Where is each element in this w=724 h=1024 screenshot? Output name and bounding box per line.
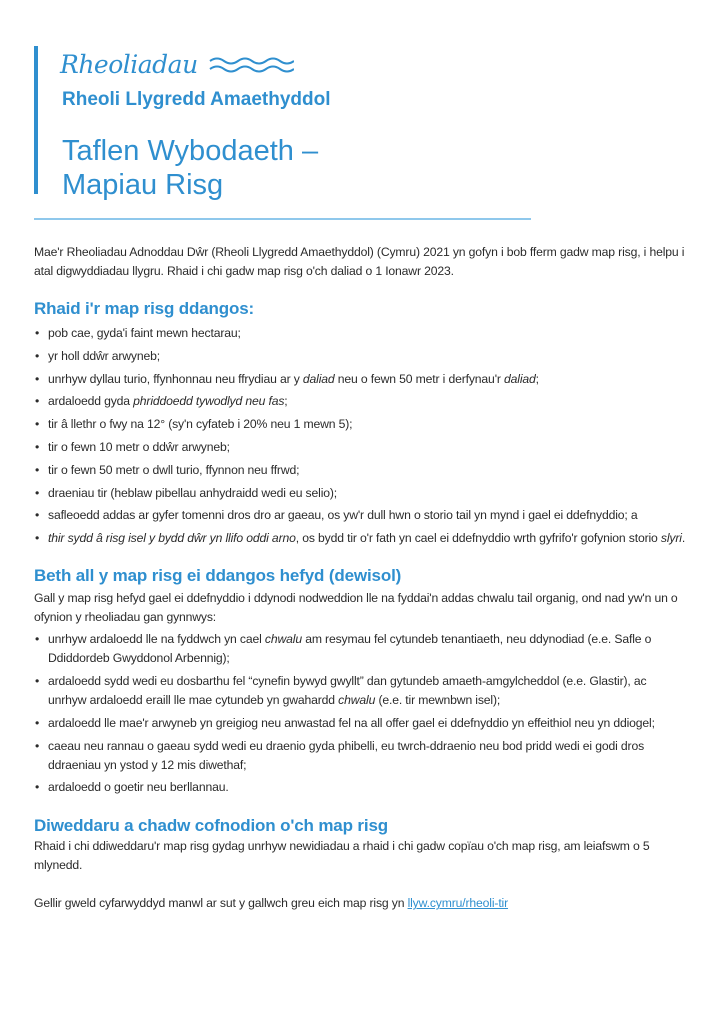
text-run-italic: chwalu — [338, 692, 376, 707]
text-run-italic: daliad — [302, 371, 335, 386]
list-item: • yr holl ddŵr arwyneb; — [34, 347, 686, 366]
title-line-1: Taflen Wybodaeth – — [62, 135, 319, 167]
text-run: neu o fewn 50 metr i derfynau'r — [334, 371, 505, 386]
section-heading-required: Rhaid i'r map risg ddangos: — [34, 299, 255, 318]
document-subtitle: Rheoli Llygredd Amaethyddol — [62, 89, 331, 110]
title-divider — [34, 218, 531, 220]
text-run: (e.e. tir mewnbwn isel); — [375, 692, 501, 707]
text-run: . — [681, 531, 686, 546]
page-title — [62, 134, 318, 202]
text-run-italic: slyri — [660, 531, 682, 546]
document-body — [34, 243, 686, 913]
text-run: ardaloedd sydd wedi eu dosbarthu fel “cynefin bywyd gwyllt” dan gytundeb amaeth-amgylcheddol (e.e. Glastir), ac unrhyw ardaloedd eraill lle mae cytundeb yn gwahardd — [48, 673, 647, 707]
list-item: • safleoedd addas ar gyfer tomenni dros dro ar gaeau, os yw'r dull hwn o storio tail yn mynd i gael ei ddefnyddio; a — [34, 506, 686, 525]
spacer — [34, 875, 686, 894]
list-item: • draeniau tir (heblaw pibellau anhydraidd wedi eu selio); — [34, 484, 686, 503]
required-list — [34, 324, 686, 548]
optional-intro: Gall y map risg hefyd gael ei ddefnyddio i ddynodi nodweddion lle na fyddai'n addas chwalu tail organig, ond nad yw'n un o ofynion y rheoliadau gan gynnwys: — [34, 591, 678, 625]
accent-bar — [34, 46, 38, 194]
records-paragraph: Rhaid i chi ddiweddaru'r map risg gydag unrhyw newidiadau a rhaid i chi gadw copïau o'ch map risg, am leiafswm o 5 mlynedd. — [34, 839, 650, 873]
list-item: • tir â llethr o fwy na 12° (sy'n cyfateb i 20% neu 1 mewn 5); — [34, 415, 686, 434]
text-run: unrhyw dyllau turio, ffynhonnau neu ffrydiau ar y — [48, 371, 303, 386]
text-run-italic: thir sydd â risg isel y bydd dŵr yn llifo oddi arno — [48, 531, 296, 546]
list-item: • ardaloedd lle mae'r arwyneb yn greigiog neu anwastad fel na all offer gael ei ddefnyddio yn effeithiol neu yn ddiogel; — [34, 714, 686, 733]
list-item — [34, 672, 686, 710]
text-run: , os bydd tir o'r fath yn cael ei ddefnyddio wrth gyfrifo'r gofynion storio — [295, 531, 661, 546]
text-run-italic: daliad — [504, 371, 536, 386]
text-run: ardaloedd gyda — [48, 394, 134, 409]
list-item: • tir o fewn 50 metr o dwll turio, ffynnon neu ffrwd; — [34, 461, 686, 480]
list-item — [34, 630, 686, 668]
list-item: • caeau neu rannau o gaeau sydd wedi eu draenio gyda phibelli, eu twrch-ddraenio neu bod pridd wedi ei godi dros ddraeniau yn ystod y 12 mis diwethaf; — [34, 737, 686, 775]
section-heading-records: Diweddaru a chadw cofnodion o'ch map risg — [34, 816, 388, 836]
intro-paragraph: Mae'r Rheoliadau Adnoddau Dŵr (Rheoli Llygredd Amaethyddol) (Cymru) 2021 yn gofyn i bob fferm gadw map risg, i helpu i atal digwyddiadau llygru. Rhaid i chi gadw map risg o'ch daliad o 1 Ionawr 2023. — [34, 245, 685, 278]
list-item — [34, 529, 686, 548]
text-run: ; — [535, 371, 539, 386]
title-line-2: Mapiau Risg — [62, 169, 224, 201]
list-item — [34, 370, 686, 389]
text-run-italic: phriddoedd tywodlyd neu fas — [133, 394, 285, 409]
guidance-link[interactable]: llyw.cymru/rheoli-tir — [407, 896, 509, 911]
list-item — [34, 392, 686, 411]
list-item: • pob cae, gyda'i faint mewn hectarau; — [34, 324, 686, 343]
waves-icon — [208, 54, 294, 76]
text-run: ; — [284, 394, 288, 409]
text-run: am resymau fel cytundeb tenantiaeth, neu ddynodiad (e.e. Safle o Ddiddordeb Gwyddonol Arbennig); — [48, 632, 652, 666]
list-item: • tir o fewn 10 metr o ddŵr arwyneb; — [34, 438, 686, 457]
list-item: • ardaloedd o goetir neu berllannau. — [34, 778, 686, 797]
guidance-text: Gellir gweld cyfarwyddyd manwl ar sut y gallwch greu eich map risg yn — [34, 896, 408, 911]
guidance-paragraph — [34, 894, 686, 913]
section-heading-optional: Beth all y map risg ei ddangos hefyd (dewisol) — [34, 566, 402, 586]
brand-script: Rheoliadau — [60, 50, 198, 79]
text-run-italic: chwalu — [264, 632, 302, 647]
optional-list — [34, 630, 686, 797]
brand-logo — [60, 50, 294, 80]
text-run: unrhyw ardaloedd lle na fyddwch yn cael — [48, 632, 265, 647]
